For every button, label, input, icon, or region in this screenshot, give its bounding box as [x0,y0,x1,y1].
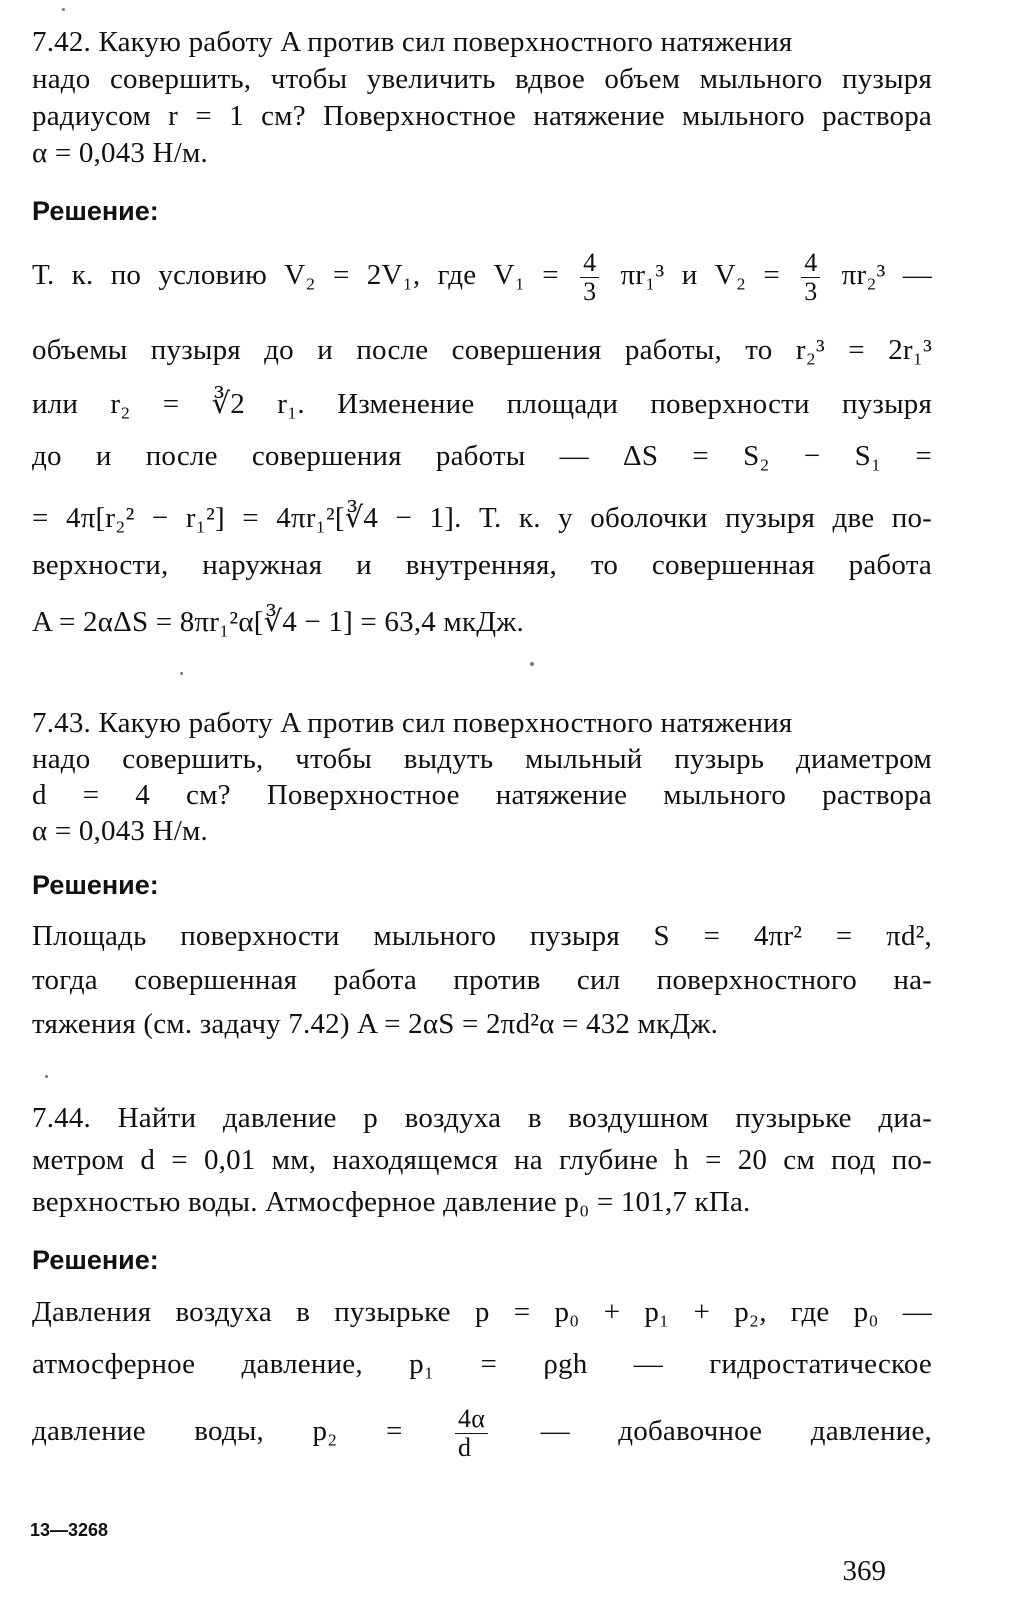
scan-speck [62,8,65,11]
solution-line: до и после совершения работы — ΔS = S₂ − S₁ = [32,440,932,472]
solution-line: атмосферное давление, p₁ = ρgh — гидростатическое [32,1348,932,1380]
solution-heading: Решение: [32,1245,159,1275]
scan-speck [180,672,183,675]
problem-text-line: надо совершить, чтобы выдуть мыльный пузырь диаметром [32,743,932,775]
solution-line: = 4π[r₂² − r₁²] = 4πr₁²[∛4 − 1]. Т. к. у оболочки пузыря две по- [32,502,932,534]
solution-line: тогда совершенная работа против сил поверхностного на- [32,964,932,996]
problem-text-line: верхностью воды. Атмосферное давление p₀ = 101,7 кПа. [32,1186,751,1218]
fraction-numerator: 4α [455,1405,488,1434]
fraction-denominator: d [458,1432,472,1462]
fraction-numerator: 4 [580,249,599,278]
solution-line [32,1396,932,1466]
solution-line [32,240,932,310]
scan-speck [530,662,534,666]
problem-text-line: α = 0,043 Н/м. [32,815,208,847]
problem-text-line: метром d = 0,01 мм, находящемся на глубине h = 20 см под по- [32,1144,932,1176]
solution-text: πr₁³ и V₂ = [620,259,780,291]
solution-text: давление воды, p₂ = [32,1415,403,1447]
problem-text-line: α = 0,043 Н/м. [32,137,208,169]
problem-text-line: надо совершить, чтобы увеличить вдвое объем мыльного пузыря [32,63,932,95]
scan-speck [45,1075,48,1078]
problem-text-line: 7.43. Какую работу A против сил поверхностного натяжения [32,707,793,739]
solution-line: Давления воздуха в пузырьке p = p₀ + p₁ + p₂, где p₀ — [32,1296,932,1328]
problem-text-line: радиусом r = 1 см? Поверхностное натяжение мыльного раствора [32,100,932,132]
solution-text: πr₂³ — [841,259,933,291]
solution-text: — добавочное давление, [540,1415,933,1447]
solution-line: объемы пузыря до и после совершения работы, то r₂³ = 2r₁³ [32,334,932,366]
fraction [455,1405,488,1462]
solution-line: тяжения (см. задачу 7.42) A = 2αS = 2πd²α = 432 мкДж. [32,1008,719,1040]
solution-line: верхности, наружная и внутренняя, то совершенная работа [32,549,932,581]
problem-text-line: d = 4 см? Поверхностное натяжение мыльного раствора [32,779,932,811]
fraction [580,249,599,306]
fraction-denominator: 3 [804,276,818,306]
page-number: 369 [842,1555,886,1587]
solution-heading: Решение: [32,196,159,226]
fraction-denominator: 3 [583,276,597,306]
solution-line: A = 2αΔS = 8πr₁²α[∛4 − 1] = 63,4 мкДж. [32,606,524,638]
problem-text-line: 7.42. Какую работу A против сил поверхностного натяжения [32,26,793,58]
solution-line: или r₂ = ∛2 r₁. Изменение площади поверхности пузыря [32,388,932,420]
solution-heading: Решение: [32,870,159,900]
fraction-numerator: 4 [801,249,820,278]
fraction [801,249,820,306]
solution-text: Т. к. по условию V₂ = 2V₁, где V₁ = [32,259,559,291]
solution-line: Площадь поверхности мыльного пузыря S = 4πr² = πd², [32,920,932,952]
printer-signature: 13—3268 [30,1520,109,1540]
problem-text-line: 7.44. Найти давление p воздуха в воздушном пузырьке диа- [32,1102,932,1134]
